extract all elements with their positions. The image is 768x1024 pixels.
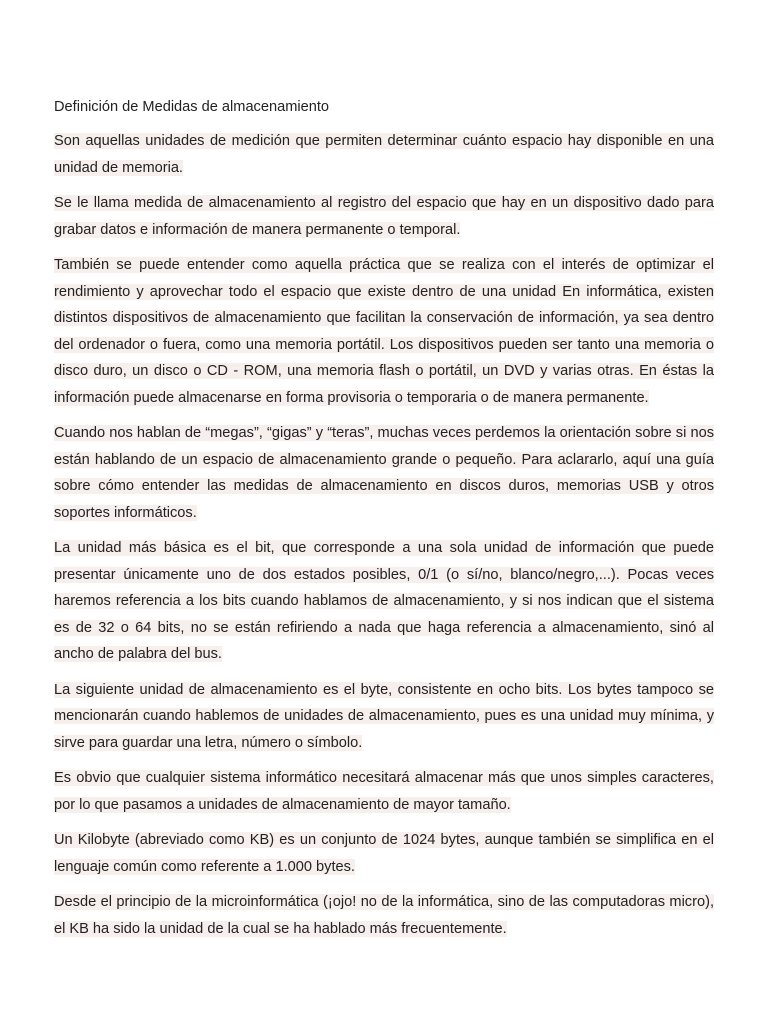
- paragraph: [54, 677, 714, 757]
- paragraph: [54, 420, 714, 526]
- paragraph-text: Cuando nos hablan de “megas”, “gigas” y “teras”, muchas veces perdemos la orientación sobre si nos están hablando de un espacio de almacenamiento grande o pequeño. Para aclararlo, aquí una guía sobre cómo entender las medidas de almacenamiento en discos duros, memorias USB y otros soportes informáticos.: [54, 425, 714, 521]
- paragraph-text: La unidad más básica es el bit, que corresponde a una sola unidad de información que puede presentar únicamente uno de dos estados posibles, 0/1 (o sí/no, blanco/negro,...). Pocas veces haremos referencia a los bits cuando hablamos de almacenamiento, y si nos indican que el sistema es de 32 o 64 bits, no se están refiriendo a nada que haga referencia a almacenamiento, sinó al ancho de palabra del bus.: [54, 540, 714, 662]
- paragraph: [54, 128, 714, 181]
- paragraph: [54, 765, 714, 818]
- paragraph: [54, 535, 714, 668]
- paragraph: [54, 252, 714, 411]
- paragraph-text: Se le llama medida de almacenamiento al registro del espacio que hay en un dispositivo dado para grabar datos e información de manera permanente o temporal.: [54, 195, 714, 238]
- paragraph-text: Un Kilobyte (abreviado como KB) es un conjunto de 1024 bytes, aunque también se simplifica en el lenguaje común como referente a 1.000 bytes.: [54, 832, 714, 875]
- document-title: Definición de Medidas de almacenamiento: [54, 99, 330, 115]
- paragraph: [54, 190, 714, 243]
- paragraph-text: Son aquellas unidades de medición que permiten determinar cuánto espacio hay disponible en una unidad de memoria.: [54, 133, 714, 176]
- paragraph-text: La siguiente unidad de almacenamiento es el byte, consistente en ocho bits. Los bytes tampoco se mencionarán cuando hablemos de unidades de almacenamiento, pues es una unidad muy mínima, y sirve para guardar una letra, número o símbolo.: [54, 681, 714, 751]
- paragraph-text: Desde el principio de la microinformática (¡ojo! no de la informática, sino de las computadoras micro), el KB ha sido la unidad de la cual se ha hablado más frecuentemente.: [54, 894, 714, 937]
- paragraph: [54, 827, 714, 880]
- document-page: [54, 96, 714, 951]
- paragraph-text: Es obvio que cualquier sistema informático necesitará almacenar más que unos simples caracteres, por lo que pasamos a unidades de almacenamiento de mayor tamaño.: [54, 770, 714, 813]
- paragraph: [54, 889, 714, 942]
- paragraph-text: También se puede entender como aquella práctica que se realiza con el interés de optimizar el rendimiento y aprovechar todo el espacio que existe dentro de una unidad En informática, existen distintos dispositivos de almacenamiento que facilitan la conservación de información, ya sea dentro del ordenador o fuera, como una memoria portátil. Los dispositivos pueden ser tanto una memoria o disco duro, un disco o CD - ROM, una memoria flash o portátil, un DVD y varias otras. En éstas la información puede almacenarse en forma provisoria o temporaria o de manera permanente.: [54, 257, 714, 406]
